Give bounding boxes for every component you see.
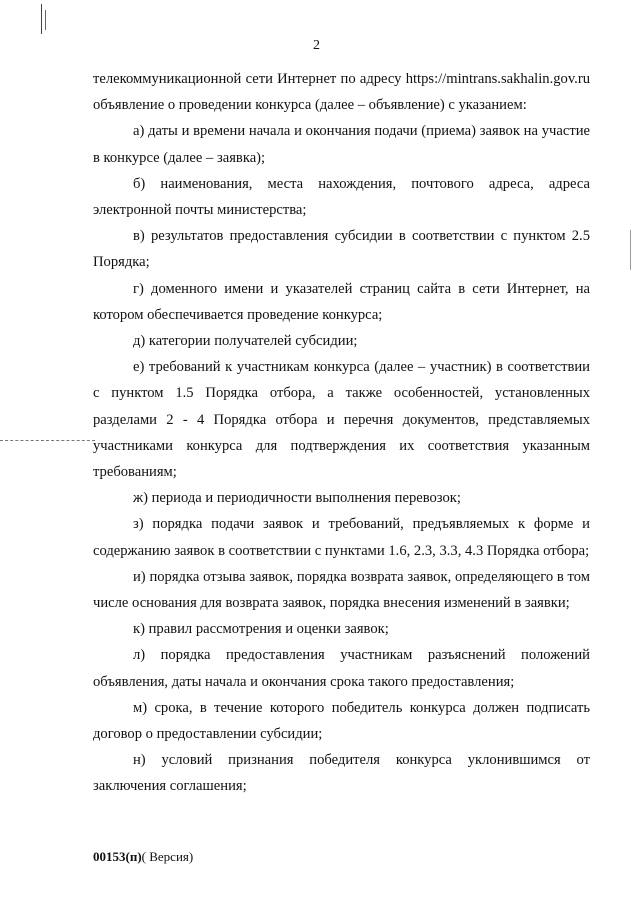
paragraph-item-a: а) даты и времени начала и окончания подачи (приема) заявок на участие в конкурсе (далее – заявка); <box>93 123 590 166</box>
paragraph-item-m: м) срока, в течение которого победитель конкурса должен подписать договор о предоставлении субсидии; <box>93 699 590 743</box>
page-number: 2 <box>313 38 320 53</box>
document-code: 00153(п) <box>93 849 142 864</box>
paragraph-item-d: д) категории получателей субсидии; <box>133 333 358 350</box>
paragraph-item-zh: ж) периода и периодичности выполнения перевозок; <box>133 490 461 507</box>
body-text <box>93 66 590 800</box>
paragraph-item-g: г) доменного имени и указателей страниц сайта в сети Интернет, на котором обеспечивается проведение конкурса; <box>93 280 590 323</box>
scan-artifact-edge <box>630 230 631 270</box>
paragraph-intro: телекоммуникационной сети Интернет по адресу https://mintrans.sakhalin.gov.ru объявление о проведении конкурса (далее – объявление) с указанием: <box>93 71 590 114</box>
paragraph-item-b: б) наименования, места нахождения, почтового адреса, адреса электронной почты министерства; <box>93 175 590 219</box>
document-version: ( Версия) <box>141 849 194 864</box>
scan-artifact-mark <box>45 10 46 30</box>
document-footer <box>93 849 193 865</box>
paragraph-item-i: и) порядка отзыва заявок, порядка возврата заявок, определяющего в том числе основания для возврата заявок, порядка внесения изменений в заявки; <box>93 568 590 612</box>
paragraph-item-n: н) условий признания победителя конкурса уклонившимся от заключения соглашения; <box>93 752 590 795</box>
paragraph-item-v: в) результатов предоставления субсидии в соответствии с пунктом 2.5 Порядка; <box>93 228 590 271</box>
paragraph-item-z: з) порядка подачи заявок и требований, предъявляемых к форме и содержанию заявок в соответствии с пунктами 1.6, 2.3, 3.3, 4.3 Порядка отбора; <box>93 516 590 559</box>
paragraph-item-k: к) правил рассмотрения и оценки заявок; <box>133 621 389 638</box>
scan-artifact-mark <box>41 4 42 34</box>
scan-artifact-dash <box>0 440 95 441</box>
paragraph-item-l: л) порядка предоставления участникам разъяснений положений объявления, даты начала и окончания срока такого предоставления; <box>93 647 590 690</box>
paragraph-item-e: е) требований к участникам конкурса (далее – участник) в соответствии с пунктом 1.5 Порядка отбора, а также особенностей, установленных разделами 2 - 4 Порядка отбора и перечня документов, представляемых участниками конкурса для подтверждения их соответствия указанным требованиям; <box>93 359 590 481</box>
